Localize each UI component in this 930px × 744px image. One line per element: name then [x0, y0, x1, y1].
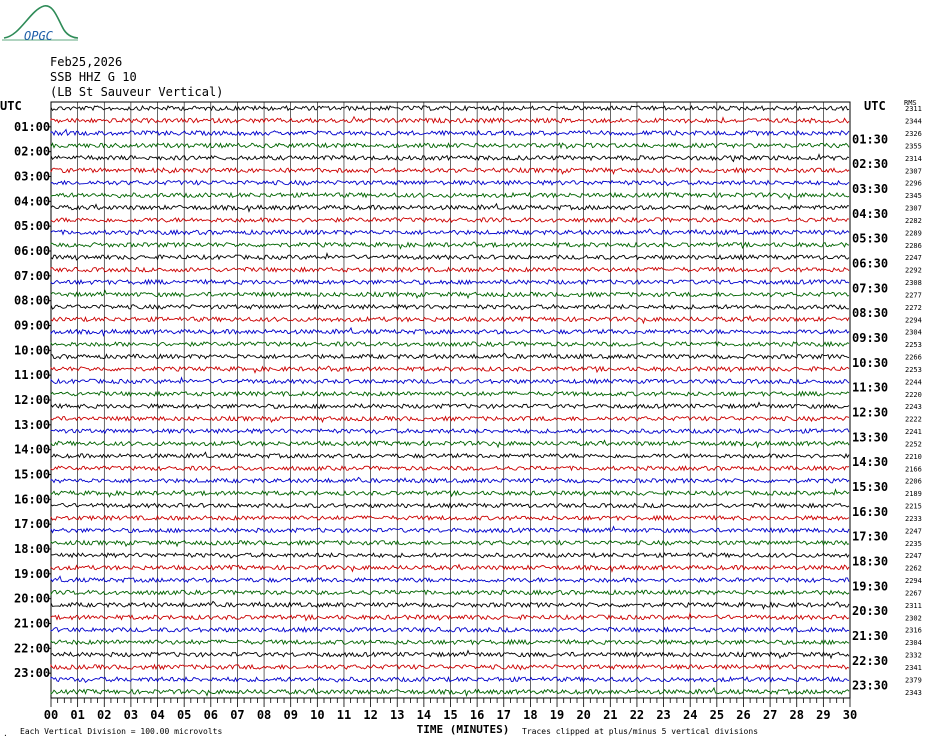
trace-rms-value: 2304 — [905, 639, 922, 648]
x-tick-label: 01 — [70, 708, 85, 722]
trace-rms-value: 2253 — [905, 341, 922, 350]
x-tick-label: 13 — [390, 708, 405, 722]
trace-rms-value: 2241 — [905, 428, 922, 437]
seismic-trace — [51, 590, 849, 594]
right-hour-label: 19:30 — [852, 579, 889, 594]
seismic-trace — [51, 440, 849, 447]
x-tick-label: 24 — [682, 708, 698, 722]
plot-date: Feb25,2026 — [50, 55, 123, 69]
trace-rms-value: 2311 — [905, 105, 922, 114]
x-tick-label: 16 — [469, 708, 485, 722]
left-hour-label: 16:00 — [14, 492, 51, 507]
seismic-trace — [51, 565, 849, 572]
trace-rms-value: 2206 — [905, 477, 922, 486]
seismic-trace — [51, 117, 849, 123]
trace-rms-value: 2332 — [905, 651, 922, 660]
left-hour-label: 19:00 — [14, 566, 51, 581]
seismic-trace — [51, 576, 849, 582]
left-hour-label: 05:00 — [14, 219, 51, 234]
x-tick-label: 23 — [656, 708, 671, 722]
right-hour-label: 03:30 — [852, 181, 889, 196]
seismic-trace — [51, 553, 849, 558]
right-hour-label: 23:30 — [852, 678, 889, 693]
right-hour-label: 07:30 — [852, 281, 889, 296]
x-tick-label: 15 — [443, 708, 458, 722]
seismic-trace — [51, 204, 849, 212]
left-hour-label: 09:00 — [14, 318, 51, 333]
right-hour-label: 22:30 — [852, 653, 889, 668]
trace-rms-value: 2277 — [905, 291, 922, 300]
seismic-trace — [51, 366, 849, 372]
trace-rms-value: 2294 — [905, 577, 922, 586]
x-tick-label: 21 — [603, 708, 618, 722]
right-hour-label: 09:30 — [852, 330, 889, 345]
trace-rms-value: 2266 — [905, 353, 922, 362]
x-tick-label: 10 — [310, 708, 325, 722]
x-tick-label: 06 — [203, 708, 219, 722]
trace-rms-value: 2244 — [905, 378, 922, 387]
left-hour-label: 22:00 — [14, 641, 51, 656]
trace-rms-value: 2267 — [905, 589, 922, 598]
x-tick-label: 20 — [576, 708, 591, 722]
logo-text: OPGC — [24, 29, 53, 43]
seismic-trace — [51, 688, 849, 696]
x-tick-label: 09 — [283, 708, 298, 722]
seismic-trace — [51, 342, 849, 346]
left-hour-label: 07:00 — [14, 268, 51, 283]
trace-rms-value: 2222 — [905, 415, 922, 424]
seismic-trace — [51, 628, 849, 632]
x-tick-label: 30 — [842, 708, 858, 722]
seismic-trace — [51, 527, 849, 533]
seismic-trace — [51, 614, 849, 621]
trace-rms-value: 2316 — [905, 626, 922, 635]
right-hour-label: 17:30 — [852, 529, 889, 544]
x-tick-label: 29 — [816, 708, 831, 722]
left-hour-label: 04:00 — [14, 194, 51, 209]
seismic-trace — [51, 516, 849, 520]
trace-rms-value: 2282 — [905, 216, 922, 225]
right-hour-label: 01:30 — [852, 132, 889, 147]
trace-rms-value: 2233 — [905, 514, 922, 523]
right-hour-label: 02:30 — [852, 157, 889, 172]
trace-rms-value: 2307 — [905, 167, 922, 176]
trace-rms-value: 2292 — [905, 266, 922, 275]
right-hour-label: 08:30 — [852, 306, 889, 321]
right-hour-label: 15:30 — [852, 479, 889, 494]
trace-rms-value: 2379 — [905, 676, 922, 685]
seismic-trace — [51, 181, 849, 186]
seismic-trace — [51, 651, 849, 658]
x-tick-label: 28 — [789, 708, 804, 722]
left-hour-label: 21:00 — [14, 616, 51, 631]
seismic-trace — [51, 503, 849, 507]
seismic-trace — [51, 665, 849, 670]
seismic-trace — [51, 291, 849, 298]
seismic-trace — [51, 154, 849, 161]
trace-rms-value: 2247 — [905, 527, 922, 536]
seismic-trace — [51, 677, 849, 682]
seismic-trace — [51, 640, 849, 644]
trace-rms-value: 2294 — [905, 316, 922, 325]
trace-rms-value: 2247 — [905, 254, 922, 263]
seismic-trace — [51, 229, 849, 235]
seismic-trace — [51, 601, 849, 608]
left-hour-label: 13:00 — [14, 417, 51, 432]
x-tick-label: 00 — [43, 708, 59, 722]
right-hour-label: 14:30 — [852, 455, 889, 470]
seismic-trace — [51, 490, 849, 497]
seismic-trace — [51, 452, 849, 458]
x-tick-label: 17 — [496, 708, 511, 722]
trace-rms-value: 2326 — [905, 130, 922, 139]
seismic-trace — [51, 466, 849, 470]
seismic-trace — [51, 143, 849, 148]
seismic-trace — [51, 429, 849, 434]
right-hour-label: 18:30 — [852, 554, 889, 569]
station-name: (LB St Sauveur Vertical) — [50, 85, 224, 99]
x-tick-label: 26 — [736, 708, 751, 722]
seismic-trace — [51, 106, 849, 110]
trace-rms-value: 2247 — [905, 552, 922, 561]
right-hour-label: 12:30 — [852, 405, 889, 420]
seismic-trace — [51, 254, 849, 260]
right-hour-label: 06:30 — [852, 256, 889, 271]
seismic-trace — [51, 541, 849, 546]
trace-rms-value: 2302 — [905, 614, 922, 623]
left-hour-label: 12:00 — [14, 393, 51, 407]
x-tick-label: 05 — [176, 708, 192, 722]
left-hour-label: 10:00 — [14, 343, 51, 358]
x-axis-label: TIME (MINUTES) — [416, 723, 510, 736]
right-hour-label: 11:30 — [852, 380, 889, 395]
trace-rms-value: 2344 — [905, 117, 922, 126]
trace-rms-value: 2210 — [905, 452, 922, 461]
right-hour-label: 10:30 — [852, 355, 889, 370]
trace-rms-value: 2296 — [905, 179, 922, 188]
left-hour-label: 14:00 — [14, 442, 51, 457]
trace-rms-value: 2307 — [905, 204, 922, 213]
seismic-trace — [51, 402, 849, 408]
seismic-trace — [51, 242, 849, 249]
seismic-trace — [51, 193, 849, 199]
seismic-trace — [51, 218, 849, 222]
x-tick-label: 02 — [97, 708, 112, 722]
x-tick-label: 14 — [416, 708, 432, 722]
trace-rms-value: 2311 — [905, 601, 922, 610]
left-hour-label: 18:00 — [14, 542, 51, 556]
seismic-trace — [51, 130, 849, 136]
left-hour-label: 01:00 — [14, 119, 51, 134]
x-tick-label: 18 — [523, 708, 538, 722]
seismic-trace — [51, 280, 849, 284]
trace-rms-value: 2286 — [905, 241, 922, 250]
left-hour-label: 15:00 — [14, 467, 51, 482]
trace-rms-value: 2166 — [905, 465, 922, 474]
trace-rms-value: 2304 — [905, 328, 922, 337]
trace-rms-value: 2341 — [905, 663, 922, 672]
trace-rms-value: 2189 — [905, 490, 922, 499]
seismic-trace — [51, 305, 849, 310]
left-hour-label: 02:00 — [14, 144, 51, 159]
seismic-trace — [51, 328, 849, 336]
trace-rms-value: 2314 — [905, 154, 922, 163]
x-tick-label: 27 — [762, 708, 778, 722]
x-tick-label: 07 — [230, 708, 245, 722]
x-tick-label: 11 — [336, 708, 352, 722]
trace-rms-value: 2243 — [905, 403, 922, 412]
trace-rms-value: 2235 — [905, 539, 922, 548]
seismic-trace — [51, 378, 849, 384]
right-utc-label: UTC — [864, 99, 886, 113]
x-tick-label: 19 — [549, 708, 565, 722]
right-hour-label: 20:30 — [852, 604, 889, 619]
left-hour-label: 11:00 — [14, 368, 51, 383]
seismic-trace — [51, 392, 849, 396]
trace-rms-value: 2220 — [905, 390, 922, 399]
right-hour-label: 05:30 — [852, 231, 889, 246]
clip-note: Traces clipped at plus/minus 5 vertical divisions — [522, 727, 759, 736]
left-hour-label: 08:00 — [14, 293, 51, 308]
x-tick-label: 22 — [629, 708, 645, 722]
seismic-trace — [51, 267, 849, 271]
right-hour-label: 13:30 — [852, 430, 889, 445]
left-hour-label: 20:00 — [14, 591, 51, 606]
seismic-trace — [51, 477, 849, 482]
left-utc-label: UTC — [0, 99, 22, 113]
left-hour-label: 23:00 — [14, 666, 51, 681]
left-hour-label: 17:00 — [14, 517, 51, 532]
seismic-trace — [51, 353, 849, 358]
right-hour-label: 21:30 — [852, 628, 889, 643]
right-hour-label: 16:30 — [852, 504, 889, 519]
rms-column-label: RMS — [904, 99, 917, 107]
left-hour-label: 03:00 — [14, 169, 51, 184]
corner-mark: . — [3, 729, 8, 738]
trace-rms-value: 2252 — [905, 440, 922, 449]
x-tick-label: 03 — [123, 708, 139, 722]
x-tick-label: 25 — [709, 708, 725, 722]
trace-rms-value: 2272 — [905, 303, 922, 312]
trace-rms-value: 2355 — [905, 142, 922, 151]
seismic-trace — [51, 417, 849, 422]
trace-rms-value: 2253 — [905, 365, 922, 374]
trace-rms-value: 2343 — [905, 688, 922, 697]
trace-rms-value: 2345 — [905, 192, 922, 201]
left-hour-label: 06:00 — [14, 244, 51, 258]
right-hour-label: 04:30 — [852, 206, 889, 221]
trace-rms-value: 2262 — [905, 564, 922, 573]
x-tick-label: 04 — [150, 708, 165, 722]
trace-rms-value: 2308 — [905, 279, 922, 288]
trace-rms-value: 2289 — [905, 229, 922, 238]
seismic-trace — [51, 168, 849, 174]
x-tick-label: 08 — [256, 708, 272, 722]
x-tick-label: 12 — [363, 708, 378, 722]
trace-rms-value: 2215 — [905, 502, 922, 511]
station-code: SSB HHZ G 10 — [50, 70, 137, 84]
scale-note: Each Vertical Division = 100.00 microvolts — [20, 727, 223, 736]
seismic-trace — [51, 316, 849, 323]
